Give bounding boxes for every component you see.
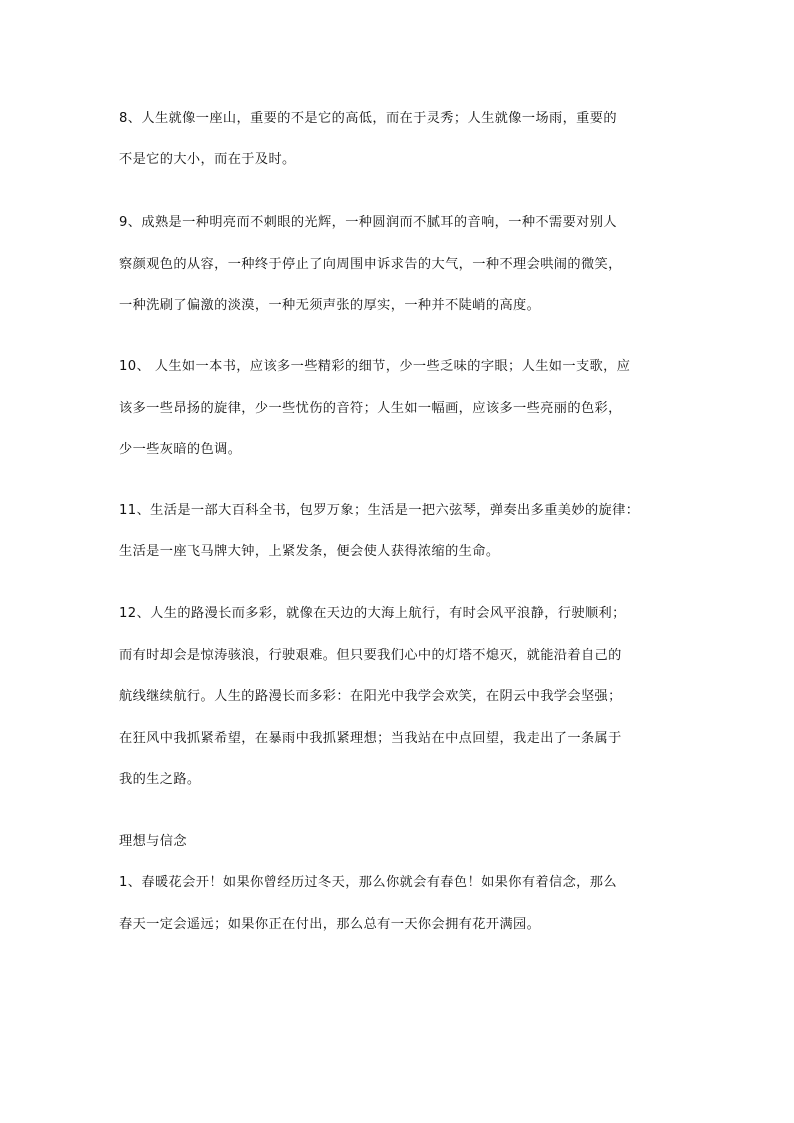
text-line-1b: 春天一定会遥远；如果你正在付出，那么总有一天你会拥有花开满园。: [119, 917, 541, 932]
text-line-1a: 1、春暖花会开！如果你曾经历过冬天，那么你就会有春色！如果你有着信念，那么: [119, 875, 617, 890]
text-line-12e: 我的生之路。: [119, 772, 201, 787]
text-line-11b: 生活是一座飞马牌大钟，上紧发条，便会使人获得浓缩的生命。: [119, 544, 500, 559]
text-line-10c: 少一些灰暗的色调。: [119, 442, 242, 457]
text-line-8b: 不是它的大小，而在于及时。: [119, 152, 296, 167]
text-line-10b: 该多一些昂扬的旋律，少一些忧伤的音符；人生如一幅画，应该多一些亮丽的色彩，: [119, 401, 622, 416]
text-line-12b: 而有时却会是惊涛骇浪，行驶艰难。但只要我们心中的灯塔不熄灭，就能沿着自己的: [119, 648, 622, 663]
text-line-9b: 察颜观色的从容，一种终于停止了向周围申诉求告的大气，一种不理会哄闹的微笑，: [119, 257, 622, 272]
text-line-12a: 12、人生的路漫长而多彩，就像在天边的大海上航行，有时会风平浪静，行驶顺利；: [119, 606, 626, 621]
text-line-12c: 航线继续航行。人生的路漫长而多彩：在阳光中我学会欢笑，在阴云中我学会坚强；: [119, 689, 622, 704]
text-line-12d: 在狂风中我抓紧希望，在暴雨中我抓紧理想；当我站在中点回望，我走出了一条属于: [119, 731, 622, 746]
text-line-8a: 8、人生就像一座山，重要的不是它的高低，而在于灵秀；人生就像一场雨，重要的: [119, 111, 617, 126]
text-line-9a: 9、成熟是一种明亮而不刺眼的光辉，一种圆润而不腻耳的音响，一种不需要对别人: [119, 215, 617, 230]
text-line-10a: 10、 人生如一本书，应该多一些精彩的细节，少一些乏味的字眼；人生如一支歌，应: [119, 359, 631, 374]
text-line-9c: 一种洗刷了偏激的淡漠，一种无须声张的厚实，一种并不陡峭的高度。: [119, 298, 541, 313]
section-heading: 理想与信念: [119, 834, 187, 849]
text-line-11a: 11、生活是一部大百科全书，包罗万象；生活是一把六弦琴，弹奏出多重美妙的旋律：: [119, 503, 640, 518]
